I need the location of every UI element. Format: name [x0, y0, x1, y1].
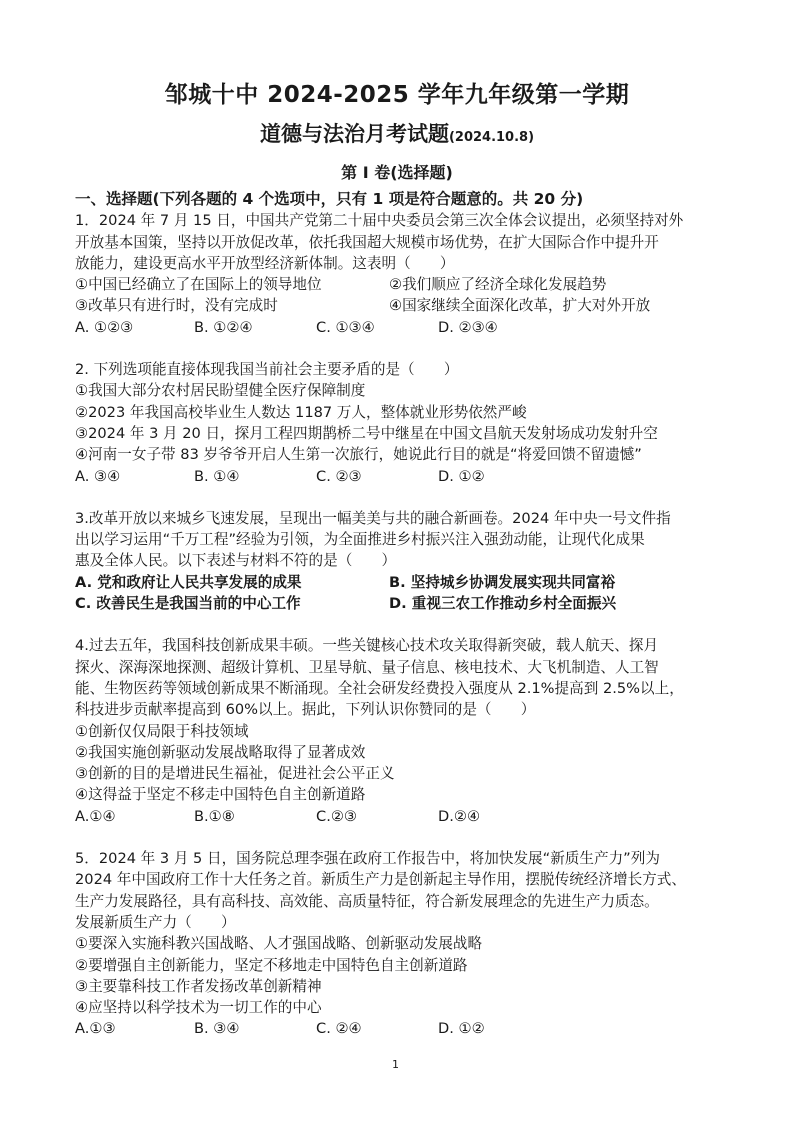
- question-2: [75, 359, 725, 487]
- statement: ④应坚持以科学技术为一切工作的中心: [75, 999, 322, 1017]
- question-line: 出以学习运用“千万工程”经验为引领，为全面推进乡村振兴注入强劲动能，让现代化成果: [75, 531, 645, 549]
- choice-a: A.①③: [75, 1020, 116, 1038]
- statement: ②要增强自主创新能力，坚定不移地走中国特色自主创新道路: [75, 956, 468, 974]
- question-line: 探火、深海深地探测、超级计算机、卫星导航、量子信息、核电技术、大飞机制造、人工智: [75, 658, 659, 676]
- statement: ②2023 年我国高校毕业生人数达 1187 万人，整体就业形势依然严峻: [75, 403, 527, 421]
- statement: ②我国实施创新驱动发展战略取得了显著成效: [75, 743, 366, 761]
- question-4: [75, 635, 725, 827]
- choice-c: C. ②③: [316, 467, 362, 485]
- question-line: 2. 下列选项能直接体现我国当前社会主要矛盾的是（ ）: [75, 361, 459, 379]
- statement: ③主要靠科技工作者发扬改革创新精神: [75, 977, 322, 995]
- question-3: [75, 508, 725, 614]
- statement: ③2024 年 3 月 20 日，探月工程四期鹊桥二号中继星在中国文昌航天发射场成功发射升空: [75, 424, 658, 442]
- exam-title: 邹城十中 2024-2025 学年九年级第一学期: [164, 82, 630, 108]
- question-body: [75, 189, 725, 1040]
- statement: ③改革只有进行时，没有完成时: [75, 297, 278, 315]
- choice-b: B. ③④: [194, 1020, 240, 1038]
- subtitle-text: 道德与法治月考试题: [259, 122, 449, 146]
- section-heading: 第 I 卷(选择题): [341, 163, 453, 182]
- choice-a: A. 党和政府让人民共享发展的成果: [75, 573, 302, 591]
- choice-d: D. ①②: [438, 1020, 485, 1038]
- question-line: 5．2024 年 3 月 5 日，国务院总理李强在政府工作报告中，将加快发展“新质生产力”列为: [75, 850, 660, 868]
- choice-b: B.①⑧: [194, 807, 235, 825]
- statement: ①创新仅仅局限于科技领域: [75, 722, 249, 740]
- choice-row: [75, 466, 725, 487]
- question-line: 能、生物医药等领域创新成果不断涌现。全社会研发经费投入强度从 2.1%提高到 2.5%以上，: [75, 679, 684, 697]
- choice-b: B. ①②④: [194, 318, 253, 336]
- question-line: 放能力，建设更高水平开放型经济新体制。这表明（ ）: [75, 254, 455, 272]
- choice-row: [75, 1018, 725, 1039]
- exam-date: (2024.10.8): [448, 130, 535, 145]
- statement: ③创新的目的是增进民生福祉，促进社会公平正义: [75, 765, 395, 783]
- question-line: 4.过去五年，我国科技创新成果丰硕。一些关键核心技术攻关取得新突破，载人航天、探月: [75, 637, 659, 655]
- question-line: 1．2024 年 7 月 15 日，中国共产党第二十届中央委员会第三次全体会议提出，必须坚持对外: [75, 212, 684, 230]
- question-line: 发展新质生产力（ ）: [75, 913, 236, 931]
- choice-c: C.②③: [316, 807, 357, 825]
- question-line: 惠及全体人民。以下表述与材料不符的是（ ）: [75, 552, 397, 570]
- choice-b: B. ①④: [194, 467, 240, 485]
- exam-subtitle: [0, 118, 794, 148]
- choice-d: D. ②③④: [438, 318, 498, 336]
- statement: ①中国已经确立了在国际上的领导地位: [75, 276, 322, 294]
- question-line: 开放基本国策，坚持以开放促改革，依托我国超大规模市场优势，在扩大国际合作中提升开: [75, 233, 659, 251]
- choice-row: [75, 806, 725, 827]
- statement: ①要深入实施科教兴国战略、人才强国战略、创新驱动发展战略: [75, 935, 483, 953]
- choice-c: C. ①③④: [316, 318, 375, 336]
- statement: ①我国大部分农村居民盼望健全医疗保障制度: [75, 382, 366, 400]
- statement-row: [75, 295, 725, 316]
- choice-c: C. ②④: [316, 1020, 362, 1038]
- choice-d: D. ①②: [438, 467, 485, 485]
- choice-a: A. ①②③: [75, 318, 134, 336]
- statement: ②我们顺应了经济全球化发展趋势: [389, 276, 607, 294]
- statement-row: [75, 274, 725, 295]
- question-line: 3.改革开放以来城乡飞速发展，呈现出一幅美美与共的融合新画卷。2024 年中央一号文件指: [75, 509, 671, 527]
- question-5: [75, 848, 725, 1040]
- statement: ④这得益于坚定不移走中国特色自主创新道路: [75, 786, 366, 804]
- question-line: 2024 年中国政府工作十大任务之首。新质生产力是创新起主导作用，摆脱传统经济增长方式、: [75, 871, 686, 889]
- choice-d: D.②④: [438, 807, 481, 825]
- question-line: 科技进步贡献率提高到 60%以上。据此，下列认识你赞同的是（ ）: [75, 701, 536, 719]
- choice-row: [75, 572, 725, 593]
- statement: ④国家继续全面深化改革，扩大对外开放: [389, 297, 651, 315]
- part-heading: 一、选择题(下列各题的 4 个选项中，只有 1 项是符合题意的。共 20 分): [75, 190, 584, 208]
- question-line: 生产力发展路径，具有高科技、高效能、高质量特征，符合新发展理念的先进生产力质态。: [75, 892, 659, 910]
- choice-row: [75, 317, 725, 338]
- choice-d: D. 重视三农工作推动乡村全面振兴: [389, 595, 617, 613]
- choice-b: B. 坚持城乡协调发展实现共同富裕: [389, 573, 616, 591]
- choice-a: A.①④: [75, 807, 116, 825]
- page-number: 1: [392, 1058, 399, 1071]
- choice-c: C. 改善民生是我国当前的中心工作: [75, 595, 301, 613]
- choice-row: [75, 593, 725, 614]
- choice-a: A. ③④: [75, 467, 121, 485]
- question-1: [75, 210, 725, 338]
- statement: ④河南一女子带 83 岁爷爷开启人生第一次旅行，她说此行目的就是“将爱回馈不留遗憾”: [75, 446, 642, 464]
